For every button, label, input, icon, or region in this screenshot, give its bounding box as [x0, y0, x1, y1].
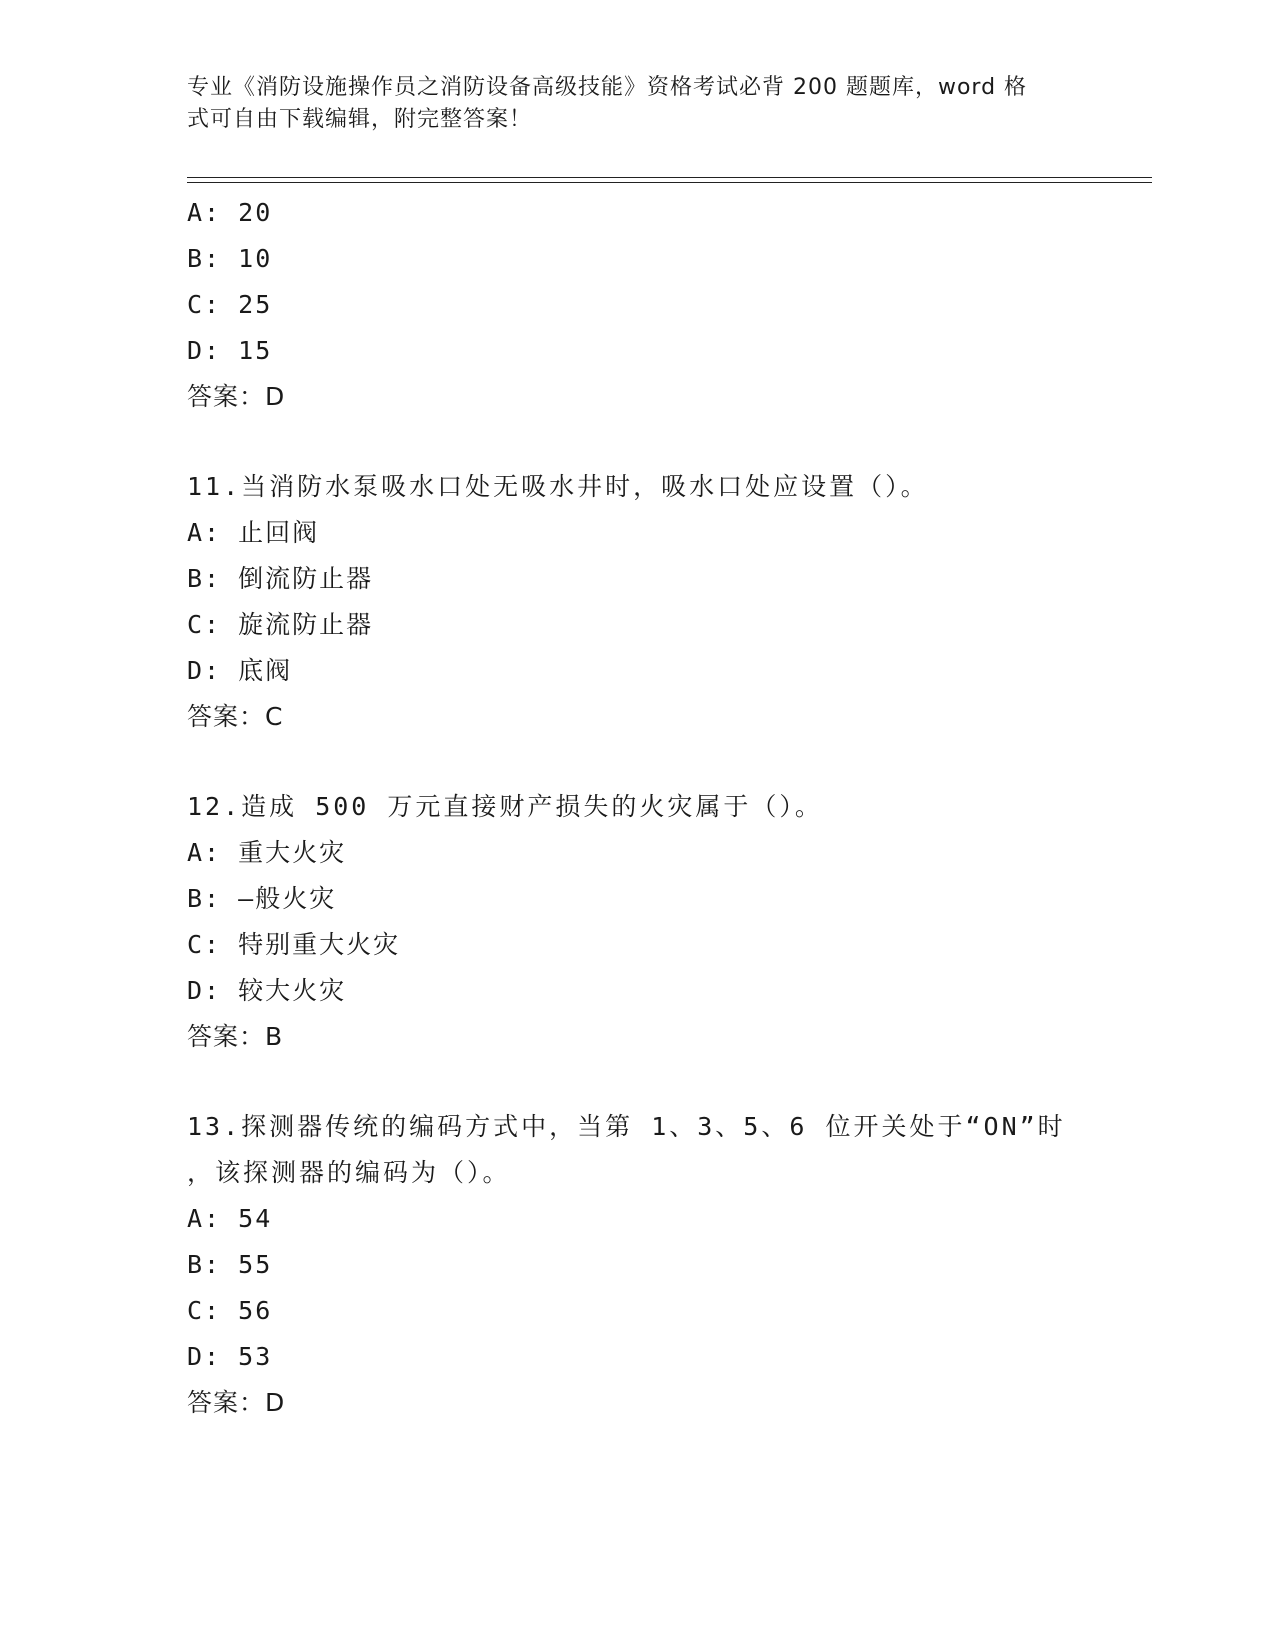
option-a: A: 止回阀 [187, 518, 320, 547]
option-c: C: 25 [187, 290, 273, 319]
question-13 [187, 1104, 1087, 1426]
answer-line: 答案：B [187, 1022, 284, 1051]
spacer [187, 420, 1087, 464]
option-a: A: 重大火灾 [187, 838, 347, 867]
spacer [187, 1060, 1087, 1104]
option-d: D: 15 [187, 336, 273, 365]
question-stem: 13.探测器传统的编码方式中，当第 1、3、5、6 位开关处于“ON”时 [187, 1112, 1066, 1141]
question-stem: 12.造成 500 万元直接财产损失的火灾属于（）。 [187, 792, 823, 821]
question-12 [187, 784, 1087, 1060]
header-divider-bottom [187, 182, 1152, 183]
option-b: B: 倒流防止器 [187, 564, 374, 593]
question-carryover [187, 190, 1087, 420]
answer-line: 答案：D [187, 382, 286, 411]
answer-line: 答案：C [187, 702, 284, 731]
header-title-line-1: 专业《消防设施操作员之消防设备高级技能》资格考试必背 200 题题库，word 格 [187, 75, 1028, 100]
option-a: A: 54 [187, 1204, 273, 1233]
option-b: B: —般火灾 [187, 884, 337, 913]
option-c: C: 特别重大火灾 [187, 930, 401, 959]
option-a: A: 20 [187, 198, 273, 227]
header-title-line-2: 式可自由下载编辑，附完整答案！ [187, 107, 533, 132]
option-d: D: 底阀 [187, 656, 293, 685]
option-b: B: 55 [187, 1250, 273, 1279]
option-d: D: 53 [187, 1342, 273, 1371]
option-b: B: 10 [187, 244, 273, 273]
question-11 [187, 464, 1087, 740]
document-header [187, 72, 1067, 136]
header-divider-top [187, 177, 1152, 178]
question-list [187, 190, 1087, 1426]
option-c: C: 56 [187, 1296, 273, 1325]
option-d: D: 较大火灾 [187, 976, 347, 1005]
question-stem-continued: ，该探测器的编码为（）。 [187, 1158, 511, 1187]
question-stem: 11.当消防水泵吸水口处无吸水井时，吸水口处应设置（）。 [187, 472, 929, 501]
spacer [187, 740, 1087, 784]
answer-line: 答案：D [187, 1388, 286, 1417]
option-c: C: 旋流防止器 [187, 610, 374, 639]
